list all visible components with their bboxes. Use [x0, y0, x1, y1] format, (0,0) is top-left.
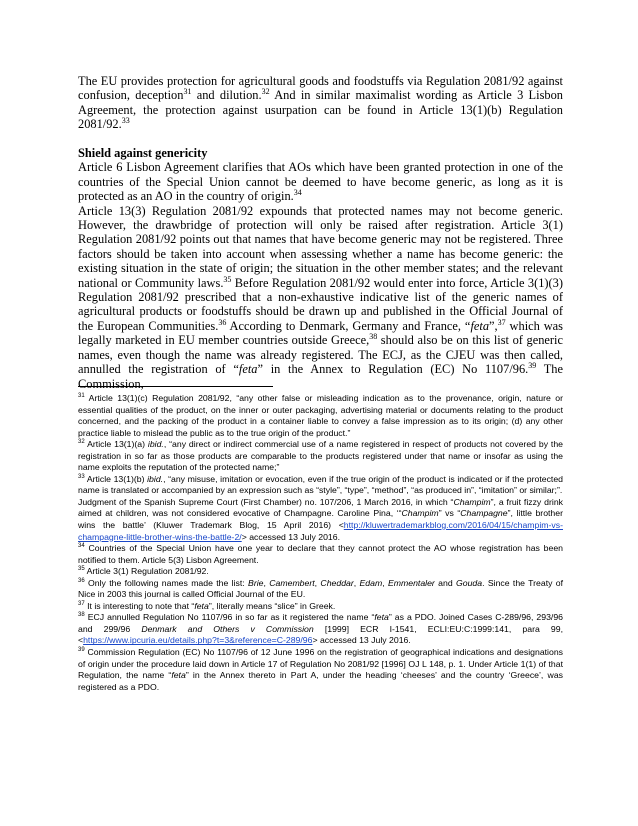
italic-term: feta: [194, 600, 209, 611]
footnote-ref-38[interactable]: 38: [369, 332, 378, 342]
footnote-number: 39: [78, 647, 85, 654]
footnote-text: . Since the Treaty of Nice in 2003 this journal is called Official Journal of the EU.: [78, 577, 564, 600]
footnote-text: Judgment of the Spanish Supreme Court (First Chamber) no. 107/206, 1 March 2016, in which “: [78, 496, 454, 507]
footnote-text: Article 3(1) Regulation 2081/92.: [84, 566, 209, 577]
text-run: ”,: [489, 318, 498, 333]
italic-term: ibid.: [147, 473, 164, 484]
footnote-number: 34: [78, 543, 85, 550]
italic-term: Camembert: [269, 577, 315, 588]
footnote-ref-39[interactable]: 39: [528, 360, 537, 370]
text-run: should also be on this list of generic names, even though the name was already registered. The ECJ, as the CJEU was then called, annulled the registration of “: [78, 333, 563, 377]
footnote-ref-36[interactable]: 36: [218, 317, 227, 327]
footnote-text: Article 13(1)(c) Regulation 2081/92, “any other false or misleading indication as to the provenance, origin, nature or essential qualities of the product, on the inner or outer packaging, advertising material or documents relating to the product concerned, and the packing of the product in a container liable to convey a false impression as to its origin; (d) any other practice liable to mislead the public as to the true origin of the product.”: [78, 393, 563, 438]
footnote-text: , “any direct or indirect commercial use of a name registered in respect of products not covered by the registration in so far as those products are comparable to the products registered under that name or insofar as using the name exploits the reputation of the protected name;”: [78, 439, 564, 473]
paragraph-genericity: [78, 204, 563, 391]
italic-term: feta: [374, 612, 389, 623]
footnote-text: Only the following names made the list:: [84, 577, 249, 588]
text-run: The Commission,: [78, 362, 563, 391]
italic-term: Brie: [248, 577, 264, 588]
footnote-text: Article 13(1)(a): [84, 439, 148, 450]
footnote-text: ” in the Annex thereto in Part A, under the heading ‘cheeses’ and the country ‘Greece’, was registered as a PDO.: [78, 670, 563, 692]
footnote-33-continued: [78, 497, 563, 543]
footnote-text: [1999] ECR I-1541, ECLI:EU:C:1999:141, para 99, <: [78, 623, 563, 646]
ipcuria-link[interactable]: https://www.ipcuria.eu/details.php?t=3&reference=C-289/96: [83, 635, 313, 646]
footnote-text: , “any misuse, imitation or evocation, even if the true origin of the product is indicated or if the protected name is translated or accompanied by an expression such as “style”, “type”, “method”, “as produced in”, “imitation” or similar;”.: [78, 473, 564, 496]
paragraph-protection: [78, 74, 563, 132]
italic-term: Champim: [453, 496, 491, 507]
text-run: and dilution.: [191, 88, 262, 103]
footnote-text: ” as a PDO. Joined Cases C-289/96, 293/96 and 299/96: [78, 612, 563, 634]
footnote-ref-32[interactable]: 32: [261, 87, 270, 97]
footnote-number: 35: [78, 566, 85, 573]
footnote-37: [78, 601, 563, 613]
footnote-38: [78, 612, 563, 647]
italic-term: Gouda: [456, 577, 483, 588]
footnote-text: Commission Regulation (EC) No 1107/96 of 12 June 1996 on the registration of geographical indications and designations of origin under the procedure laid down in Article 17 of Regulation No 2081/92 [1996] OJ L 148, p. 1. Under Article 1(1) of that Regulation, the name “: [78, 647, 563, 681]
footnote-number: 37: [78, 600, 85, 607]
footnote-number: 33: [78, 473, 85, 480]
footnote-text: Article 13(1)(b): [84, 473, 148, 484]
italic-term: ibid.: [147, 439, 164, 450]
footnote-ref-37[interactable]: 37: [497, 317, 506, 327]
text-run: Article 6 Lisbon Agreement clarifies that AOs which have been granted protection in one of the countries of the Special Union cannot be deemed to have become generic, as long as it is protected as an AO in the country of origin.: [78, 160, 563, 204]
text-run: The EU provides protection for agricultural goods and foodstuffs via Regulation 2081/92 against confusion, deception: [78, 74, 563, 103]
footnote-34: [78, 543, 563, 566]
kluwer-blog-link[interactable]: http://kluwertrademarkblog.com/2016/04/15/champim-vs-champagne-little-brother-wins-the-battle-2/: [78, 520, 563, 542]
footnote-separator: [78, 386, 273, 387]
footnote-ref-35[interactable]: 35: [223, 274, 232, 284]
footnote-text: Countries of the Special Union have one year to declare that they cannot protect the AO whose registration has been notified to them. Article 5(3) Lisbon Agreement.: [78, 543, 563, 565]
text-run: which was legally marketed in EU member countries outside Greece,: [78, 318, 564, 348]
footnote-ref-34[interactable]: 34: [293, 188, 302, 198]
footnote-ref-33[interactable]: 33: [121, 116, 130, 126]
footnote-text: ”, little brother wins the battle’ (Kluwer Trademark Blog, 15 April 2016) <: [78, 508, 563, 531]
footnote-31: [78, 393, 563, 439]
footnote-text: > accessed 13 July 2016.: [312, 635, 411, 646]
paragraph-lisbon: [78, 160, 563, 203]
footnote-number: 38: [78, 612, 85, 619]
footnote-35: [78, 566, 563, 578]
text-run: ” in the Annex to Regulation (EC) No 1107/96.: [257, 362, 529, 377]
italic-term: feta: [470, 318, 490, 333]
footnote-text: ECJ annulled Regulation No 1107/96 in so far as it registered the name “: [84, 612, 375, 623]
footnote-text: ”, literally means “slice” in Greek.: [208, 600, 336, 611]
italic-term: Cheddar: [320, 577, 354, 588]
footnote-number: 36: [78, 577, 85, 584]
text-run: And in similar maximalist wording as Article 3 Lisbon Agreement, the protection against usurpation can be found in Article 13(1)(b) Regulation 2081/92.: [78, 88, 563, 132]
footnote-33: [78, 474, 563, 497]
footnote-text: > accessed 13 July 2016.: [241, 531, 340, 542]
italic-term: feta: [238, 362, 258, 377]
section-heading: Shield against genericity: [78, 146, 208, 161]
italic-case-name: Denmark and Others v Commission: [141, 623, 314, 634]
text-run: According to Denmark, Germany and France, “: [226, 318, 471, 333]
footnote-text: ”, a fruit fizzy drink aimed at children, was not considered evocative of Champagne. Caroline Pina, ‘“: [78, 496, 563, 519]
footnote-number: 31: [78, 393, 85, 400]
text-run: Article 13(3) Regulation 2081/92 expounds that protected names may not become generic. However, the drawbridge of protection will only be raised after registration. Article 3(1) Regulation 2081/92 points out that names that have become generic may not be registered. Three factors should be taken into account when assessing whether a name has become generic: the existing situation in the state of origin; the situation in the other member states; and the relevant national or Community laws.: [78, 203, 563, 290]
footnote-36: $^{36}$ Only the following names made the list: Brie, Camembert, Cheddar, Edam, Emmentaler and Gouda. Since the Treaty of Nice in 2003 this journal is called Official Journal of the EU.: [78, 577, 564, 600]
footnote-text: It is interesting to note that “: [84, 600, 195, 611]
footnotes: [78, 393, 563, 693]
text-run: Before Regulation 2081/92 would enter into force, Article 3(1)(3) Regulation 2081/92 prescribed that a non-exhaustive indicative list of the generic names of agricultural products or foodstuffs should be drawn up and published in the Official Journal of the European Communities.: [78, 275, 563, 333]
footnote-number: 32: [78, 439, 85, 446]
italic-term: Champim: [401, 508, 439, 519]
main-body: [78, 74, 563, 391]
footnote-32: [78, 439, 563, 474]
italic-term: feta: [171, 670, 186, 681]
footnote-39: [78, 647, 563, 693]
footnote-ref-31[interactable]: 31: [183, 87, 192, 97]
italic-term: Edam: [359, 577, 383, 588]
italic-term: Emmentaler: [387, 577, 435, 588]
italic-term: Champagne: [460, 508, 508, 519]
footnote-text: ” vs “: [438, 508, 461, 519]
